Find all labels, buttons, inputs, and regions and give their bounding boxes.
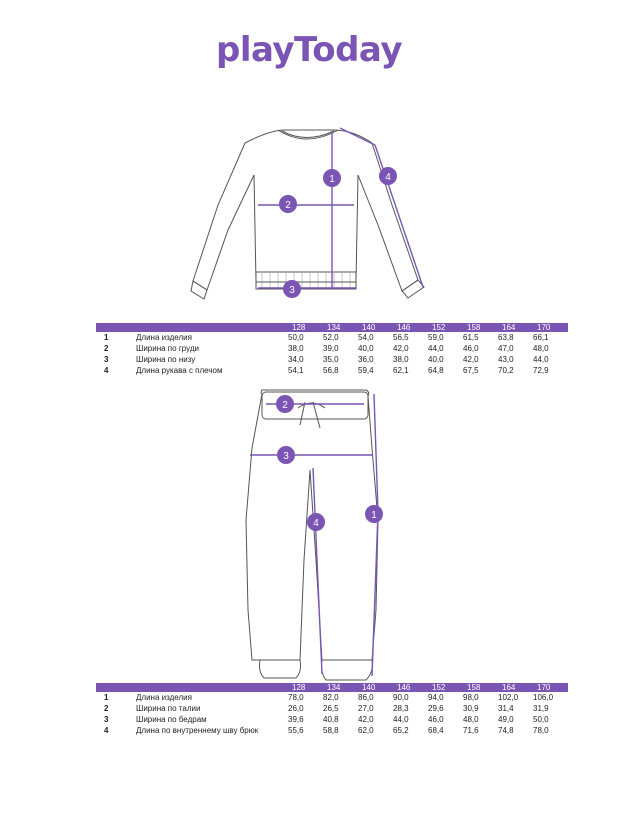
size-header: 134 bbox=[323, 683, 358, 692]
measurement-value: 62,0 bbox=[358, 726, 374, 735]
size-header: 134 bbox=[323, 323, 358, 332]
size-header-row bbox=[96, 323, 568, 332]
sweatshirt-size-table bbox=[96, 323, 568, 376]
measurement-value: 78,0 bbox=[288, 693, 304, 702]
size-header: 158 bbox=[463, 683, 498, 692]
measurement-name: Длина изделия bbox=[136, 333, 192, 342]
measurement-value: 56,5 bbox=[393, 333, 409, 342]
pants-size-table bbox=[96, 683, 568, 736]
marker-label-shirt-2: 2 bbox=[285, 200, 291, 211]
row-number: 3 bbox=[104, 355, 109, 364]
measurement-value: 40,0 bbox=[428, 355, 444, 364]
measurement-value: 38,0 bbox=[393, 355, 409, 364]
size-header: 164 bbox=[498, 323, 533, 332]
measurement-value: 49,0 bbox=[498, 715, 514, 724]
measurement-value: 39,6 bbox=[288, 715, 304, 724]
measurement-value: 102,0 bbox=[498, 693, 519, 702]
measurement-value: 28,3 bbox=[393, 704, 409, 713]
measurement-value: 54,1 bbox=[288, 366, 304, 375]
measurement-value: 43,0 bbox=[498, 355, 514, 364]
measurement-value: 46,0 bbox=[428, 715, 444, 724]
row-number: 2 bbox=[104, 704, 109, 713]
size-header: 128 bbox=[288, 323, 323, 332]
measurement-value: 26,5 bbox=[323, 704, 339, 713]
measurement-value: 82,0 bbox=[323, 693, 339, 702]
measurement-value: 72,9 bbox=[533, 366, 549, 375]
measurement-value: 40,0 bbox=[358, 344, 374, 353]
marker-label-pants-1: 1 bbox=[371, 510, 377, 521]
measurement-row bbox=[96, 692, 568, 703]
measurement-value: 78,0 bbox=[533, 726, 549, 735]
measurement-value: 48,0 bbox=[463, 715, 479, 724]
measurement-value: 61,5 bbox=[463, 333, 479, 342]
row-number: 3 bbox=[104, 715, 109, 724]
measurement-value: 30,9 bbox=[463, 704, 479, 713]
measurement-value: 50,0 bbox=[288, 333, 304, 342]
header-blank bbox=[96, 683, 136, 692]
header-blank bbox=[136, 683, 288, 692]
measurement-value: 34,0 bbox=[288, 355, 304, 364]
size-header: 170 bbox=[533, 683, 568, 692]
marker-label-pants-3: 3 bbox=[283, 451, 289, 462]
measurement-value: 56,8 bbox=[323, 366, 339, 375]
measurement-value: 86,0 bbox=[358, 693, 374, 702]
marker-label-pants-4: 4 bbox=[313, 518, 319, 529]
measurement-value: 90,0 bbox=[393, 693, 409, 702]
size-header: 146 bbox=[393, 683, 428, 692]
measurement-value: 44,0 bbox=[533, 355, 549, 364]
measurement-row bbox=[96, 365, 568, 376]
size-header-row bbox=[96, 683, 568, 692]
row-number: 1 bbox=[104, 693, 109, 702]
measurement-name: Ширина по низу bbox=[136, 355, 196, 364]
header-blank bbox=[136, 323, 288, 332]
measurement-name: Ширина по талии bbox=[136, 704, 201, 713]
measurement-value: 71,6 bbox=[463, 726, 479, 735]
measurement-value: 58,8 bbox=[323, 726, 339, 735]
measurement-name: Длина изделия bbox=[136, 693, 192, 702]
measurement-value: 67,5 bbox=[463, 366, 479, 375]
row-number: 1 bbox=[104, 333, 109, 342]
measurement-value: 55,6 bbox=[288, 726, 304, 735]
sweatshirt-drawing bbox=[191, 130, 424, 299]
row-number: 2 bbox=[104, 344, 109, 353]
size-header: 146 bbox=[393, 323, 428, 332]
measurement-value: 38,0 bbox=[288, 344, 304, 353]
measurement-value: 42,0 bbox=[358, 715, 374, 724]
measurement-value: 66,1 bbox=[533, 333, 549, 342]
measurement-value: 98,0 bbox=[463, 693, 479, 702]
measurement-value: 44,0 bbox=[428, 344, 444, 353]
measurement-value: 50,0 bbox=[533, 715, 549, 724]
measurement-row bbox=[96, 725, 568, 736]
measurement-value: 46,0 bbox=[463, 344, 479, 353]
size-header: 170 bbox=[533, 323, 568, 332]
measurement-row bbox=[96, 703, 568, 714]
measurement-row bbox=[96, 343, 568, 354]
measurement-name: Длина по внутреннему шву брюк bbox=[136, 726, 259, 735]
marker-label-shirt-3: 3 bbox=[289, 285, 295, 296]
measurement-value: 36,0 bbox=[358, 355, 374, 364]
measurement-value: 74,8 bbox=[498, 726, 514, 735]
measurement-row bbox=[96, 332, 568, 343]
measurement-value: 31,4 bbox=[498, 704, 514, 713]
measurement-value: 39,0 bbox=[323, 344, 339, 353]
size-header: 140 bbox=[358, 683, 393, 692]
measurement-value: 31,9 bbox=[533, 704, 549, 713]
sweatshirt-rib-texture bbox=[262, 273, 350, 289]
measurement-value: 106,0 bbox=[533, 693, 554, 702]
brand-logo-text: playToday bbox=[216, 30, 402, 70]
measurement-value: 65,2 bbox=[393, 726, 409, 735]
size-header: 158 bbox=[463, 323, 498, 332]
measurement-value: 59,0 bbox=[428, 333, 444, 342]
measurement-name: Ширина по груди bbox=[136, 344, 199, 353]
marker-label-shirt-1: 1 bbox=[329, 174, 335, 185]
header-blank bbox=[96, 323, 136, 332]
measurement-value: 27,0 bbox=[358, 704, 374, 713]
measurement-value: 48,0 bbox=[533, 344, 549, 353]
row-number: 4 bbox=[104, 366, 109, 375]
measurement-name: Ширина по бедрам bbox=[136, 715, 207, 724]
measurement-value: 52,0 bbox=[323, 333, 339, 342]
pants-drawing bbox=[246, 390, 378, 680]
measurement-value: 59,4 bbox=[358, 366, 374, 375]
measurement-value: 40,8 bbox=[323, 715, 339, 724]
size-header: 152 bbox=[428, 683, 463, 692]
measurement-value: 54,0 bbox=[358, 333, 374, 342]
measurement-row bbox=[96, 714, 568, 725]
measurement-value: 63,8 bbox=[498, 333, 514, 342]
measurement-row bbox=[96, 354, 568, 365]
measurement-value: 42,0 bbox=[393, 344, 409, 353]
marker-label-pants-2: 2 bbox=[282, 400, 288, 411]
measurement-value: 35,0 bbox=[323, 355, 339, 364]
measurement-value: 62,1 bbox=[393, 366, 409, 375]
measurement-value: 29,6 bbox=[428, 704, 444, 713]
measurement-value: 70,2 bbox=[498, 366, 514, 375]
size-header: 152 bbox=[428, 323, 463, 332]
size-header: 128 bbox=[288, 683, 323, 692]
measurement-value: 26,0 bbox=[288, 704, 304, 713]
measurement-value: 47,0 bbox=[498, 344, 514, 353]
measurement-value: 94,0 bbox=[428, 693, 444, 702]
measurement-name: Длина рукава с плечом bbox=[136, 366, 223, 375]
size-header: 164 bbox=[498, 683, 533, 692]
measurement-value: 68,4 bbox=[428, 726, 444, 735]
measurement-value: 64,8 bbox=[428, 366, 444, 375]
measurement-value: 42,0 bbox=[463, 355, 479, 364]
marker-label-shirt-4: 4 bbox=[385, 172, 391, 183]
size-header: 140 bbox=[358, 323, 393, 332]
measurement-value: 44,0 bbox=[393, 715, 409, 724]
row-number: 4 bbox=[104, 726, 109, 735]
